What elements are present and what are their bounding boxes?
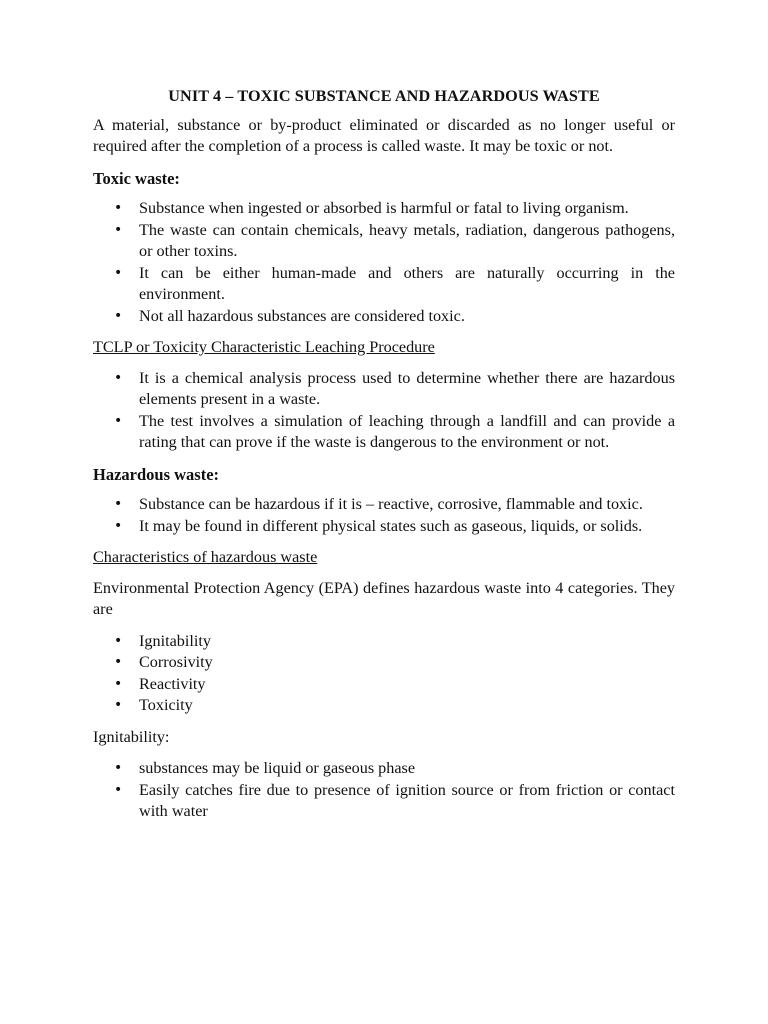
list-item: • Reactivity: [93, 674, 675, 696]
list-item: • substances may be liquid or gaseous phase: [93, 758, 675, 780]
tclp-heading: TCLP or Toxicity Characteristic Leaching Procedure: [93, 338, 435, 356]
list-item: • It may be found in different physical states such as gaseous, liquids, or solids.: [93, 516, 675, 538]
list-item: • The waste can contain chemicals, heavy metals, radiation, dangerous pathogens, or other toxins.: [93, 220, 675, 263]
list-item: • Substance when ingested or absorbed is harmful or fatal to living organism.: [93, 198, 675, 220]
toxic-waste-heading: Toxic waste:: [93, 168, 180, 188]
list-item: • The test involves a simulation of leaching through a landfill and can provide a rating that can prove if the waste is dangerous to the environment or not.: [93, 411, 675, 454]
ignitability-heading: Ignitability:: [93, 727, 170, 746]
characteristics-paragraph: Environmental Protection Agency (EPA) defines hazardous waste into 4 categories. They are: [93, 578, 675, 618]
intro-paragraph: A material, substance or by-product eliminated or discarded as no longer useful or required after the completion of a process is called waste. It may be toxic or not.: [93, 115, 675, 155]
tclp-list: [93, 368, 675, 454]
characteristics-heading: Characteristics of hazardous waste: [93, 548, 318, 566]
document-page: [93, 86, 675, 833]
list-item: • Corrosivity: [93, 652, 675, 674]
hazardous-waste-heading: Hazardous waste:: [93, 464, 220, 484]
list-item: • Easily catches fire due to presence of ignition source or from friction or contact with water: [93, 780, 675, 823]
ignitability-list: [93, 758, 675, 823]
list-item: • Not all hazardous substances are considered toxic.: [93, 306, 675, 328]
characteristics-list: [93, 631, 675, 717]
list-item: • Substance can be hazardous if it is – reactive, corrosive, flammable and toxic.: [93, 494, 675, 516]
list-item: • Toxicity: [93, 695, 675, 717]
list-item: • It is a chemical analysis process used to determine whether there are hazardous elements present in a waste.: [93, 368, 675, 411]
hazardous-waste-list: [93, 494, 675, 537]
list-item: • It can be either human-made and others are naturally occurring in the environment.: [93, 263, 675, 306]
page-title: UNIT 4 – TOXIC SUBSTANCE AND HAZARDOUS WASTE: [168, 87, 600, 105]
toxic-waste-list: [93, 198, 675, 327]
list-item: • Ignitability: [93, 631, 675, 653]
